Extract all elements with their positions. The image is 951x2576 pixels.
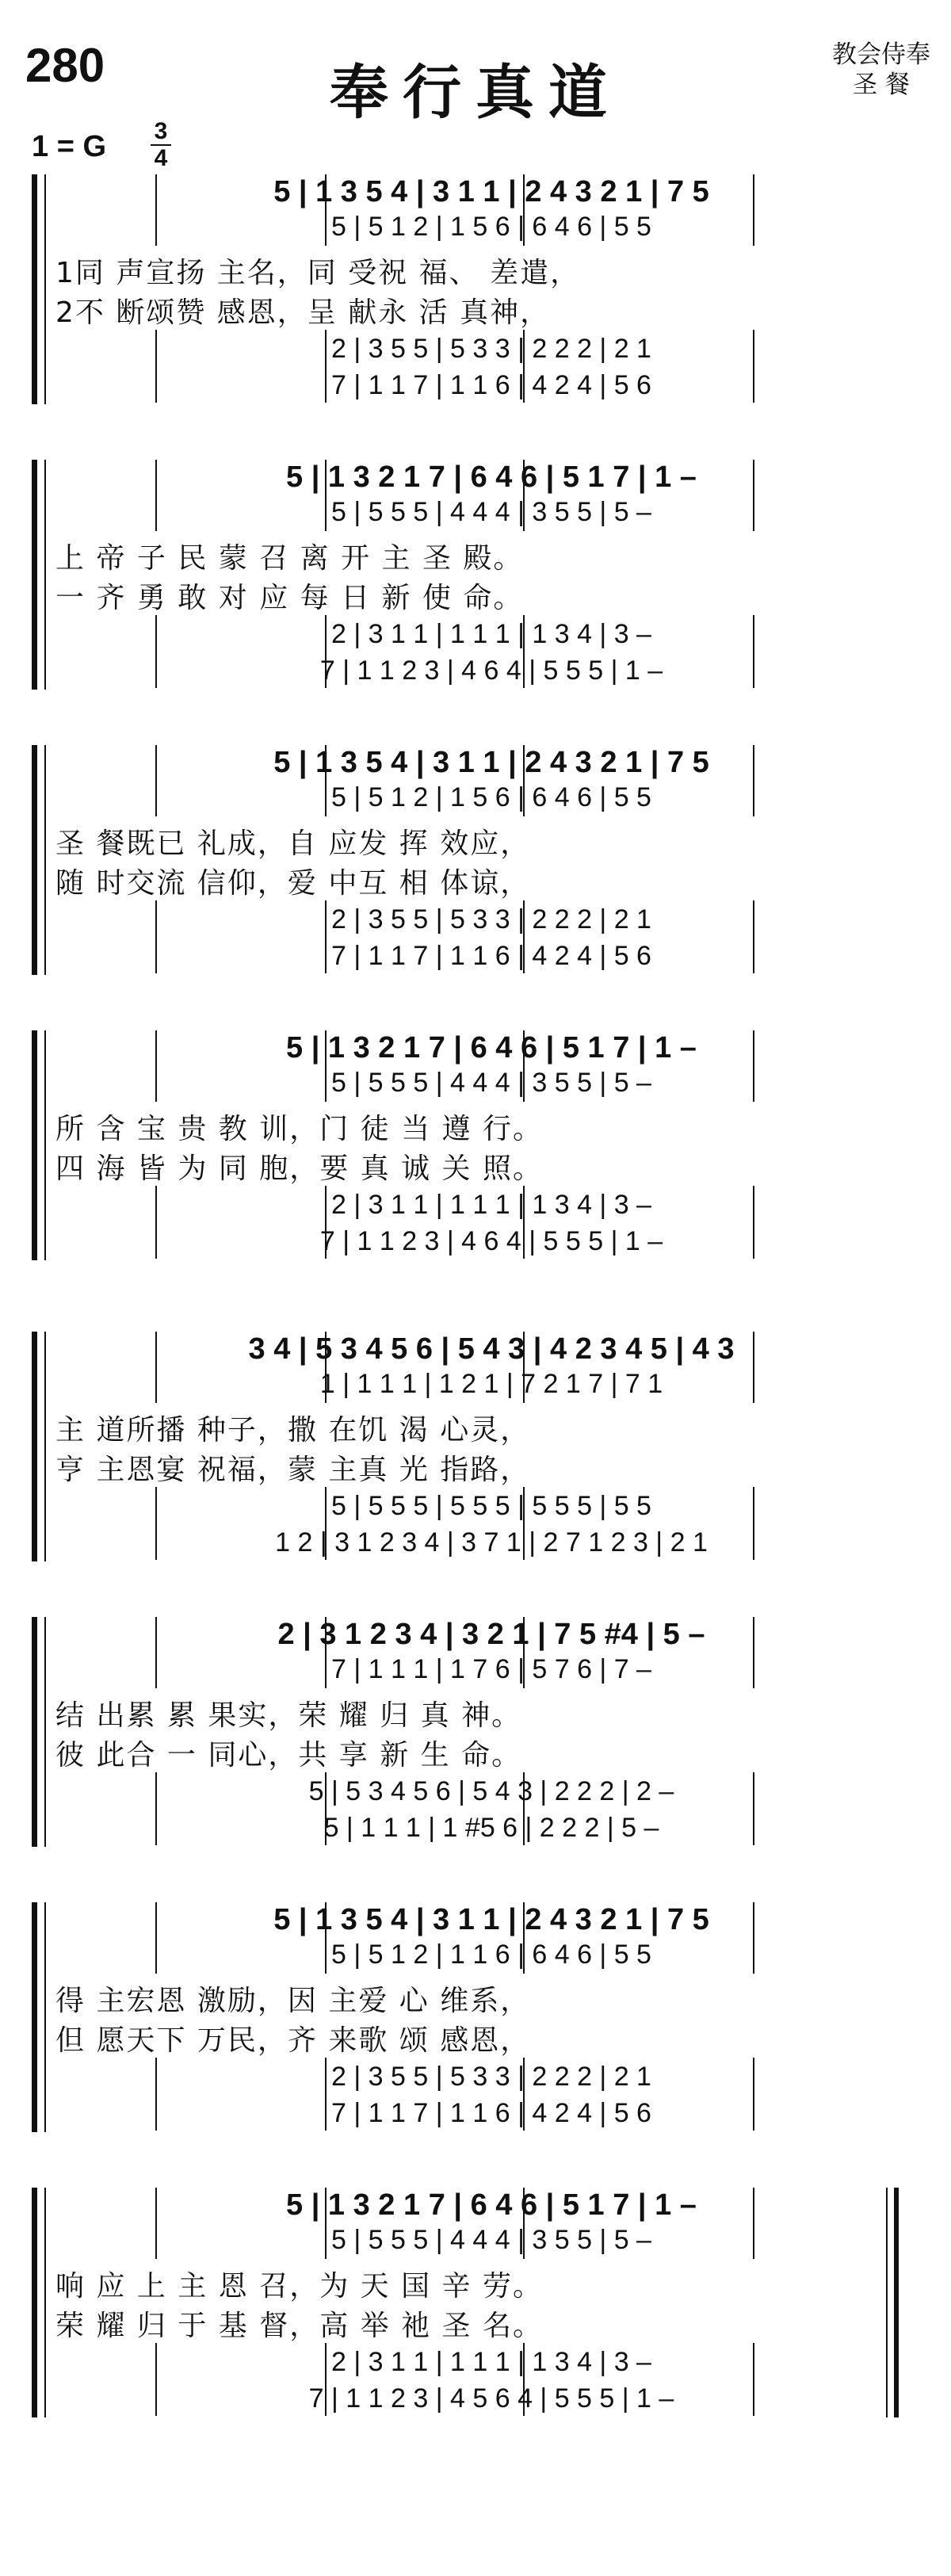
category-line-1: 教会侍奉	[832, 40, 930, 69]
alto-line	[71, 2224, 911, 2256]
tenor-line	[71, 1487, 911, 1522]
time-signature	[149, 119, 173, 171]
hymn-category	[832, 40, 930, 100]
score-system	[0, 1617, 951, 1902]
time-bottom: 4	[154, 145, 168, 171]
lyrics-verse-2: 四 海 皆 为 同 胞，要 真 诚 关 照。	[55, 1152, 543, 1185]
system-bracket-line	[44, 745, 46, 975]
final-barline	[886, 2188, 888, 2417]
bass-line	[71, 1809, 911, 1844]
alto-line	[71, 1368, 911, 1400]
tenor-line-notes: 2 | 3 5 5 | 5 3 3 | 2 2 2 | 2 1	[331, 334, 651, 364]
bass-line	[71, 2379, 911, 2414]
system-bracket-line	[44, 1902, 46, 2132]
tenor-line-notes: 2 | 3 5 5 | 5 3 3 | 2 2 2 | 2 1	[331, 904, 651, 934]
score-system	[0, 460, 951, 745]
system-bracket	[32, 1902, 37, 2132]
bass-line-notes: 7 | 1 1 7 | 1 1 6 | 4 2 4 | 5 6	[331, 370, 651, 400]
lyrics-verse-2: 一 齐 勇 敢 对 应 每 日 新 使 命。	[55, 582, 524, 614]
tenor-line-notes: 2 | 3 1 1 | 1 1 1 | 1 3 4 | 3 –	[331, 2347, 651, 2377]
tenor-line-notes: 2 | 3 1 1 | 1 1 1 | 1 3 4 | 3 –	[331, 619, 651, 649]
lyrics-verse-2: 但 愿天下 万民，齐 来歌 颂 感恩，	[55, 2024, 531, 2057]
alto-line	[71, 211, 911, 243]
lyrics-verse-2: 彼 此合 一 同心，共 享 新 生 命。	[55, 1739, 522, 1771]
soprano-line-notes: 5 | 1 3 5 4 | 3 1 1 | 2 4 3 2 1 | 7 5	[273, 175, 709, 208]
alto-line-notes: 5 | 5 1 2 | 1 1 6 | 6 4 6 | 5 5	[331, 1940, 651, 1970]
system-bracket-line	[44, 460, 46, 690]
category-line-2: 圣 餐	[853, 71, 910, 99]
hymn-number: 280	[25, 39, 105, 92]
tenor-line	[71, 330, 911, 365]
lyrics-verse-2: 2不 断颂赞 感恩，呈 献永 活 真神，	[55, 296, 551, 329]
lyrics-verse-1: 结 出累 累 果实，荣 耀 归 真 神。	[55, 1699, 522, 1732]
alto-line-notes: 7 | 1 1 1 | 1 7 6 | 5 7 6 | 7 –	[331, 1654, 651, 1684]
bass-line-notes: 7 | 1 1 7 | 1 1 6 | 4 2 4 | 5 6	[331, 2098, 651, 2128]
system-bracket-line	[44, 174, 46, 404]
final-barline	[894, 2188, 899, 2417]
system-bracket	[32, 1030, 37, 1260]
system-bracket	[32, 174, 37, 404]
lyrics-verse-1: 上 帝 子 民 蒙 召 离 开 主 圣 殿。	[55, 542, 524, 575]
lyrics-verse-1: 1同 声宣扬 主名，同 受祝 福、 差遣，	[55, 257, 581, 289]
system-bracket	[32, 1332, 37, 1561]
alto-line-notes: 5 | 5 5 5 | 4 4 4 | 3 5 5 | 5 –	[331, 1068, 651, 1098]
bass-line	[71, 1523, 911, 1558]
system-bracket	[32, 745, 37, 975]
soprano-line	[71, 174, 911, 209]
alto-line	[71, 1067, 911, 1099]
tenor-line	[71, 2058, 911, 2093]
score-system	[0, 174, 951, 460]
bass-line-notes: 7 | 1 1 2 3 | 4 6 4 | 5 5 5 | 1 –	[319, 655, 663, 686]
lyrics-verse-1: 响 应 上 主 恩 召，为 天 国 辛 劳。	[55, 2270, 543, 2303]
system-bracket-line	[44, 1617, 46, 1847]
bass-line	[71, 652, 911, 686]
tenor-line	[71, 2343, 911, 2378]
tenor-line	[71, 1186, 911, 1221]
alto-line-notes: 5 | 5 5 5 | 4 4 4 | 3 5 5 | 5 –	[331, 2225, 651, 2255]
system-bracket	[32, 2188, 37, 2417]
soprano-line	[71, 2188, 911, 2222]
tenor-line-notes: 5 | 5 5 5 | 5 5 5 | 5 5 5 | 5 5	[331, 1491, 651, 1521]
alto-line-notes: 5 | 5 1 2 | 1 5 6 | 6 4 6 | 5 5	[331, 782, 651, 812]
alto-line-notes: 5 | 5 1 2 | 1 5 6 | 6 4 6 | 5 5	[331, 212, 651, 242]
bass-line-notes: 7 | 1 1 2 3 | 4 5 6 4 | 5 5 5 | 1 –	[308, 2383, 674, 2414]
system-bracket	[32, 460, 37, 690]
tenor-line-notes: 2 | 3 1 1 | 1 1 1 | 1 3 4 | 3 –	[331, 1190, 651, 1220]
lyrics-verse-2: 亨 主恩宴 祝福，蒙 主真 光 指路，	[55, 1454, 531, 1486]
tenor-line-notes: 5 | 5 3 4 5 6 | 5 4 3 | 2 2 2 | 2 –	[308, 1776, 674, 1806]
bass-line	[71, 937, 911, 972]
alto-line	[71, 782, 911, 813]
bass-line	[71, 2094, 911, 2129]
soprano-line	[71, 745, 911, 780]
soprano-line	[71, 1332, 911, 1366]
score-system	[0, 1902, 951, 2188]
lyrics-verse-2: 荣 耀 归 于 基 督，高 举 祂 圣 名。	[55, 2310, 543, 2342]
lyrics-verse-1: 圣 餐既已 礼成，自 应发 挥 效应，	[55, 827, 531, 860]
soprano-line-notes: 5 | 1 3 5 4 | 3 1 1 | 2 4 3 2 1 | 7 5	[273, 746, 709, 779]
soprano-line-notes: 3 4 | 5 3 4 5 6 | 5 4 3 | 4 2 3 4 5 | 4 3	[248, 1332, 735, 1366]
system-bracket-line	[44, 2188, 46, 2417]
soprano-line-notes: 2 | 3 1 2 3 4 | 3 2 1 | 7 5 #4 | 5 –	[277, 1618, 705, 1651]
score-system	[0, 1332, 951, 1617]
soprano-line	[71, 1030, 911, 1065]
bass-line	[71, 366, 911, 401]
tenor-line	[71, 1772, 911, 1807]
alto-line	[71, 496, 911, 528]
system-bracket-line	[44, 1332, 46, 1561]
soprano-line-notes: 5 | 1 3 2 1 7 | 6 4 6 | 5 1 7 | 1 –	[286, 1031, 697, 1064]
alto-line-notes: 5 | 5 5 5 | 4 4 4 | 3 5 5 | 5 –	[331, 497, 651, 527]
system-bracket-line	[44, 1030, 46, 1260]
soprano-line-notes: 5 | 1 3 2 1 7 | 6 4 6 | 5 1 7 | 1 –	[286, 461, 697, 494]
alto-line	[71, 1653, 911, 1685]
hymn-title: 奉行真道	[330, 59, 621, 127]
lyrics-verse-2: 随 时交流 信仰，爱 中互 相 体谅，	[55, 867, 531, 900]
lyrics-verse-1: 主 道所播 种子，撒 在饥 渴 心灵，	[55, 1414, 531, 1447]
alto-line	[71, 1939, 911, 1970]
bass-line-notes: 7 | 1 1 7 | 1 1 6 | 4 2 4 | 5 6	[331, 941, 651, 971]
tenor-line	[71, 900, 911, 935]
tenor-line-notes: 2 | 3 5 5 | 5 3 3 | 2 2 2 | 2 1	[331, 2062, 651, 2092]
score-system	[0, 1030, 951, 1316]
time-top: 3	[154, 118, 168, 144]
score-system	[0, 745, 951, 1030]
bass-line-notes: 5 | 1 1 1 | 1 #5 6 | 2 2 2 | 5 –	[323, 1813, 659, 1843]
soprano-line-notes: 5 | 1 3 5 4 | 3 1 1 | 2 4 3 2 1 | 7 5	[273, 1903, 709, 1936]
score-system	[0, 2188, 951, 2473]
lyrics-verse-1: 得 主宏恩 激励，因 主爱 心 维系，	[55, 1985, 531, 2017]
tenor-line	[71, 615, 911, 650]
soprano-line	[71, 460, 911, 495]
system-bracket	[32, 1617, 37, 1847]
bass-line	[71, 1222, 911, 1257]
soprano-line	[71, 1617, 911, 1652]
alto-line-notes: 1 | 1 1 1 | 1 2 1 | 7 2 1 7 | 7 1	[319, 1369, 663, 1399]
bass-line-notes: 1 2 | 3 1 2 3 4 | 3 7 1 | 2 7 1 2 3 | 2 1	[275, 1527, 708, 1557]
lyrics-verse-1: 所 含 宝 贵 教 训，门 徒 当 遵 行。	[55, 1113, 543, 1145]
key-signature: 1 = G	[32, 130, 106, 163]
bass-line-notes: 7 | 1 1 2 3 | 4 6 4 | 5 5 5 | 1 –	[319, 1226, 663, 1256]
soprano-line-notes: 5 | 1 3 2 1 7 | 6 4 6 | 5 1 7 | 1 –	[286, 2188, 697, 2222]
soprano-line	[71, 1902, 911, 1937]
